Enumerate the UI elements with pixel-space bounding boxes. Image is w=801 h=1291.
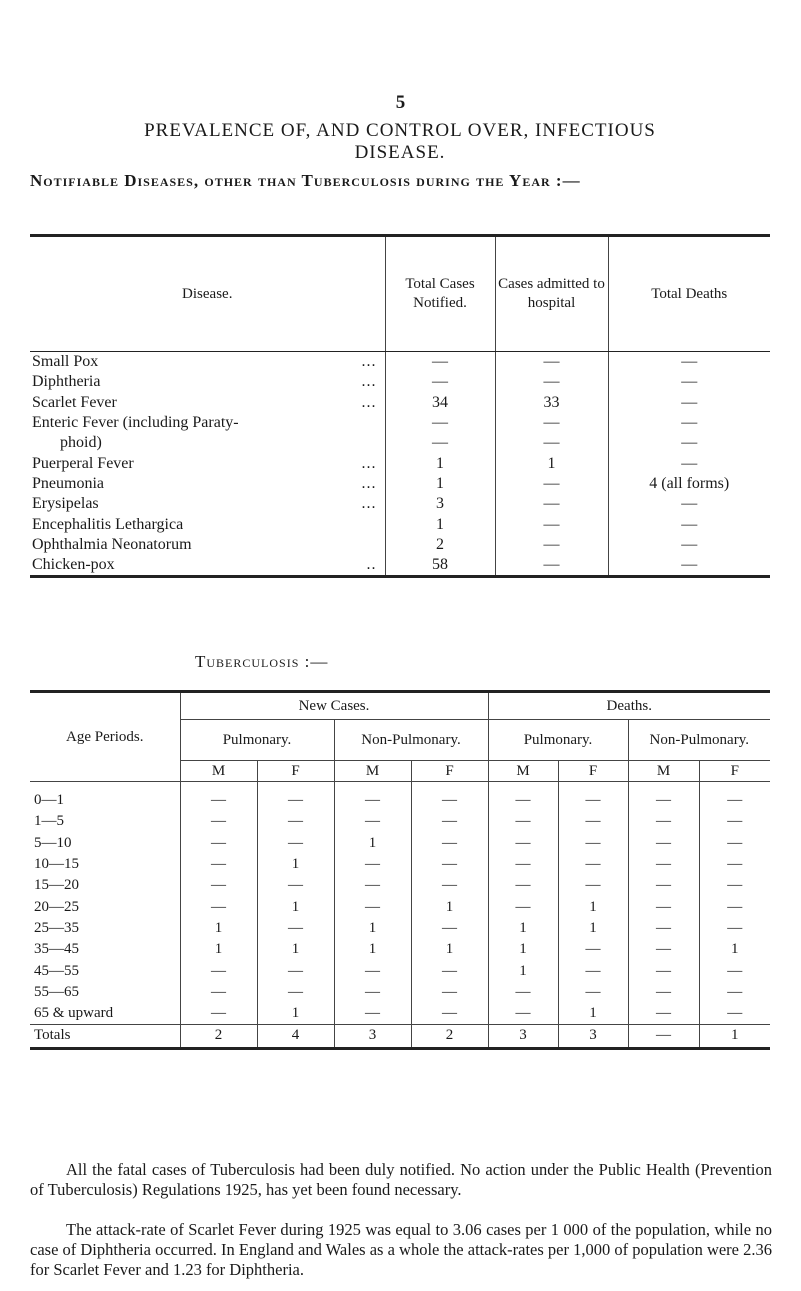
disease-row <box>30 555 770 577</box>
disease-name: Erysipelas <box>32 495 99 513</box>
disease-name-cell <box>30 433 385 453</box>
header-f: F <box>699 761 770 782</box>
disease-hospital-cell: — <box>495 352 608 373</box>
disease-name: Puerperal Fever <box>32 454 134 472</box>
leader-dots: ... <box>361 353 377 371</box>
disease-name: phoid) <box>60 434 102 452</box>
tb-value-cell: 1 <box>488 939 558 960</box>
tb-value-cell: 1 <box>411 896 488 917</box>
age-period-row <box>30 939 770 960</box>
tb-value-cell: — <box>411 833 488 854</box>
disease-row <box>30 535 770 555</box>
disease-deaths-cell: — <box>608 413 770 433</box>
tb-value-cell: — <box>488 896 558 917</box>
age-period-cell: 1—5 <box>34 813 64 830</box>
tb-value-cell: 3 <box>558 1025 628 1048</box>
disease-name-cell <box>30 352 385 373</box>
tb-value-cell: — <box>558 960 628 981</box>
title-line-2: DISEASE. <box>354 142 446 163</box>
tb-value-cell: — <box>558 875 628 896</box>
disease-name-cell <box>30 474 385 494</box>
tb-value-cell: — <box>334 960 411 981</box>
header-f: F <box>257 761 334 782</box>
age-period-row <box>30 833 770 854</box>
tb-value-cell: — <box>699 918 770 939</box>
tb-value-cell: — <box>628 896 699 917</box>
leader-dots: .. <box>366 556 377 574</box>
tb-value-cell: — <box>411 875 488 896</box>
tb-value-cell: 1 <box>558 896 628 917</box>
disease-name: Small Pox <box>32 353 99 371</box>
leader-dots: ... <box>361 454 377 472</box>
header-new-cases: New Cases. <box>180 692 488 720</box>
tuberculosis-table-body <box>30 782 770 1049</box>
tb-value-cell: 1 <box>257 854 334 875</box>
tb-value-cell: 1 <box>558 918 628 939</box>
tb-value-cell: 1 <box>257 1003 334 1025</box>
header-new-non-pulmonary: Non-Pulmonary. <box>334 720 488 761</box>
tb-value-cell: — <box>411 1003 488 1025</box>
tb-value-cell: — <box>180 960 257 981</box>
disease-hospital-cell: — <box>495 372 608 392</box>
disease-row <box>30 453 770 473</box>
disease-hospital-cell: 33 <box>495 393 608 413</box>
disease-name-cell <box>30 372 385 392</box>
tb-value-cell: — <box>257 811 334 832</box>
age-period-row <box>30 854 770 875</box>
disease-row <box>30 393 770 413</box>
tb-value-cell: — <box>488 875 558 896</box>
tb-value-cell: 1 <box>334 939 411 960</box>
tb-value-cell: — <box>628 939 699 960</box>
disease-hospital-cell: — <box>495 413 608 433</box>
tb-value-cell: — <box>180 1003 257 1025</box>
age-period-cell: 25—35 <box>34 919 79 936</box>
disease-cases-cell: 34 <box>385 393 495 413</box>
tb-value-cell: — <box>699 1003 770 1025</box>
disease-name: Pneumonia <box>32 474 104 492</box>
tb-value-cell: — <box>180 790 257 811</box>
disease-name-cell <box>30 535 385 555</box>
spacer-cell <box>488 782 558 791</box>
header-new-pulmonary: Pulmonary. <box>180 720 334 761</box>
disease-name: Diphtheria <box>32 373 101 391</box>
disease-cases-cell: — <box>385 352 495 373</box>
tb-value-cell: — <box>488 1003 558 1025</box>
disease-row <box>30 514 770 534</box>
tb-value-cell: — <box>257 790 334 811</box>
spacer-cell <box>334 782 411 791</box>
disease-hospital-cell: — <box>495 514 608 534</box>
disease-deaths-cell: — <box>608 453 770 473</box>
tb-value-cell: — <box>411 790 488 811</box>
disease-cases-cell: 1 <box>385 474 495 494</box>
header-f: F <box>411 761 488 782</box>
age-period-cell: 45—55 <box>34 962 79 979</box>
totals-row <box>30 1025 770 1048</box>
tb-value-cell: 2 <box>180 1025 257 1048</box>
page-number: 5 <box>395 92 406 113</box>
page-title <box>40 120 760 164</box>
tb-value-cell: 1 <box>699 1025 770 1048</box>
disease-cases-cell: — <box>385 372 495 392</box>
leader-dots: ... <box>361 495 377 513</box>
tb-value-cell: — <box>628 790 699 811</box>
age-period-cell: 15—20 <box>34 877 79 894</box>
tuberculosis-heading: Tuberculosis :— <box>195 652 329 671</box>
tb-value-cell: — <box>628 1003 699 1025</box>
header-age-periods: Age Periods. <box>30 692 180 782</box>
header-m: M <box>334 761 411 782</box>
tb-value-cell: — <box>257 875 334 896</box>
header-deaths-pulmonary: Pulmonary. <box>488 720 628 761</box>
tb-value-cell: — <box>699 811 770 832</box>
age-period-row <box>30 811 770 832</box>
tb-value-cell: — <box>699 960 770 981</box>
leader-dots: ... <box>361 474 377 492</box>
tb-value-cell: — <box>699 833 770 854</box>
disease-name-cell <box>30 413 385 433</box>
spacer-row <box>30 782 770 791</box>
disease-row <box>30 413 770 433</box>
disease-name-cell <box>30 494 385 514</box>
header-m: M <box>180 761 257 782</box>
tb-value-cell: — <box>334 790 411 811</box>
disease-deaths-cell: — <box>608 372 770 392</box>
header-deaths-non-pulmonary: Non-Pulmonary. <box>628 720 770 761</box>
tb-value-cell: — <box>411 918 488 939</box>
header-cases-admitted: Cases admitted to hospital <box>495 236 608 352</box>
tb-value-cell: 1 <box>334 833 411 854</box>
tb-value-cell: 2 <box>411 1025 488 1048</box>
disease-name: Encephalitis Lethargica <box>32 515 184 533</box>
tb-value-cell: 1 <box>488 960 558 981</box>
tb-value-cell: — <box>628 960 699 981</box>
tb-value-cell: 3 <box>488 1025 558 1048</box>
tb-value-cell: — <box>699 854 770 875</box>
disease-name-cell <box>30 555 385 577</box>
tb-value-cell: 1 <box>488 918 558 939</box>
disease-name: Scarlet Fever <box>32 393 117 411</box>
tb-value-cell: — <box>699 875 770 896</box>
disease-hospital-cell: 1 <box>495 453 608 473</box>
disease-name: Ophthalmia Neonatorum <box>32 535 192 553</box>
tb-value-cell: — <box>628 854 699 875</box>
disease-deaths-cell: — <box>608 433 770 453</box>
disease-row <box>30 494 770 514</box>
disease-cases-cell: 1 <box>385 453 495 473</box>
notifiable-diseases-heading: Notifiable Diseases, other than Tuberculosis during the Year :— <box>30 171 581 190</box>
spacer-cell <box>30 782 180 791</box>
tb-value-cell: — <box>699 790 770 811</box>
tb-value-cell: — <box>257 833 334 854</box>
tb-value-cell: 1 <box>257 939 334 960</box>
tb-value-cell: — <box>334 811 411 832</box>
age-period-row <box>30 1003 770 1025</box>
tb-value-cell: — <box>558 854 628 875</box>
disease-cases-cell: 1 <box>385 514 495 534</box>
tb-value-cell: — <box>257 960 334 981</box>
tb-value-cell: — <box>257 982 334 1003</box>
disease-deaths-cell: — <box>608 514 770 534</box>
disease-row <box>30 433 770 453</box>
tb-value-cell: — <box>334 875 411 896</box>
age-period-cell: 0—1 <box>34 792 64 809</box>
tb-value-cell: — <box>257 918 334 939</box>
header-disease: Disease. <box>30 236 385 352</box>
disease-name: Enteric Fever (including Paraty- <box>32 414 239 432</box>
disease-deaths-cell: — <box>608 393 770 413</box>
tb-value-cell: 1 <box>699 939 770 960</box>
tb-value-cell: — <box>628 875 699 896</box>
paragraph-attack-rate: The attack-rate of Scarlet Fever during 1925 was equal to 3.06 cases per 1 000 of the population, while no case of Diphtheria occurred. In England and Wales as a whole the attack-rates per 1,000 of population were 2.36 for Scarlet Fever and 1.23 for Diphtheria. <box>30 1220 772 1279</box>
header-f: F <box>558 761 628 782</box>
tb-value-cell: 1 <box>411 939 488 960</box>
disease-row <box>30 372 770 392</box>
tb-value-cell: 1 <box>180 939 257 960</box>
age-period-cell: 55—65 <box>34 983 79 1000</box>
disease-deaths-cell: — <box>608 535 770 555</box>
tb-value-cell: — <box>628 918 699 939</box>
age-period-row <box>30 918 770 939</box>
tb-value-cell: — <box>699 982 770 1003</box>
disease-row <box>30 352 770 373</box>
disease-hospital-cell: — <box>495 433 608 453</box>
tuberculosis-table <box>30 690 770 1050</box>
tb-value-cell: — <box>411 982 488 1003</box>
age-period-row <box>30 982 770 1003</box>
tb-value-cell: — <box>699 896 770 917</box>
tb-value-cell: 1 <box>558 1003 628 1025</box>
tb-value-cell: 1 <box>257 896 334 917</box>
tb-value-cell: — <box>180 896 257 917</box>
disease-cases-cell: — <box>385 413 495 433</box>
disease-hospital-cell: — <box>495 494 608 514</box>
tb-value-cell: — <box>558 833 628 854</box>
tb-value-cell: — <box>334 982 411 1003</box>
header-m: M <box>488 761 558 782</box>
tb-value-cell: — <box>558 939 628 960</box>
spacer-cell <box>558 782 628 791</box>
header-total-deaths: Total Deaths <box>608 236 770 352</box>
header-total-cases: Total Cases Notified. <box>385 236 495 352</box>
disease-row <box>30 474 770 494</box>
leader-dots: ... <box>361 373 377 391</box>
tb-value-cell: — <box>488 854 558 875</box>
tb-value-cell: — <box>334 854 411 875</box>
notifiable-diseases-table <box>30 234 770 578</box>
tb-value-cell: — <box>558 982 628 1003</box>
tb-value-cell: — <box>558 790 628 811</box>
disease-name-cell <box>30 393 385 413</box>
disease-name: Chicken-pox <box>32 556 115 574</box>
age-period-cell: Totals <box>30 1025 180 1048</box>
disease-name-cell <box>30 453 385 473</box>
tb-value-cell: 3 <box>334 1025 411 1048</box>
age-period-cell: 20—25 <box>34 898 79 915</box>
disease-hospital-cell: — <box>495 535 608 555</box>
disease-hospital-cell: — <box>495 474 608 494</box>
tb-value-cell: — <box>411 811 488 832</box>
disease-cases-cell: — <box>385 433 495 453</box>
age-period-row <box>30 896 770 917</box>
age-period-cell: 5—10 <box>34 834 72 851</box>
tb-value-cell: — <box>628 811 699 832</box>
tb-value-cell: — <box>488 982 558 1003</box>
tb-value-cell: — <box>628 982 699 1003</box>
disease-cases-cell: 2 <box>385 535 495 555</box>
tb-value-cell: — <box>488 790 558 811</box>
header-deaths: Deaths. <box>488 692 770 720</box>
leader-dots: ... <box>361 393 377 411</box>
tb-value-cell: — <box>558 811 628 832</box>
disease-hospital-cell: — <box>495 555 608 577</box>
disease-name-cell <box>30 514 385 534</box>
tb-value-cell: — <box>334 896 411 917</box>
age-period-cell: 10—15 <box>34 856 79 873</box>
disease-cases-cell: 3 <box>385 494 495 514</box>
tb-value-cell: — <box>411 854 488 875</box>
tb-value-cell: — <box>180 833 257 854</box>
tb-value-cell: 4 <box>257 1025 334 1048</box>
tb-value-cell: — <box>180 875 257 896</box>
disease-deaths-cell: — <box>608 352 770 373</box>
spacer-cell <box>180 782 257 791</box>
tb-value-cell: — <box>488 833 558 854</box>
spacer-cell <box>411 782 488 791</box>
age-period-cell: 35—45 <box>34 941 79 958</box>
tb-value-cell: — <box>628 1025 699 1048</box>
age-period-row <box>30 790 770 811</box>
tb-value-cell: — <box>180 854 257 875</box>
title-line-1: PREVALENCE OF, AND CONTROL OVER, INFECTIOUS <box>144 120 656 141</box>
spacer-cell <box>257 782 334 791</box>
tb-value-cell: — <box>488 811 558 832</box>
age-period-cell: 65 & upward <box>34 1005 114 1022</box>
age-period-row <box>30 960 770 981</box>
tb-value-cell: — <box>180 811 257 832</box>
tb-value-cell: 1 <box>334 918 411 939</box>
tb-value-cell: — <box>628 833 699 854</box>
disease-deaths-cell: — <box>608 494 770 514</box>
paragraph-notification: All the fatal cases of Tuberculosis had been duly notified. No action under the Public Health (Prevention of Tuberculosis) Regulations 1925, has yet been found necessary. <box>30 1160 772 1199</box>
disease-deaths-cell: — <box>608 555 770 577</box>
spacer-cell <box>628 782 699 791</box>
tb-value-cell: — <box>334 1003 411 1025</box>
spacer-cell <box>699 782 770 791</box>
age-period-row <box>30 875 770 896</box>
disease-deaths-cell: 4 (all forms) <box>608 474 770 494</box>
tb-value-cell: — <box>180 982 257 1003</box>
tb-value-cell: 1 <box>180 918 257 939</box>
notifiable-table-body <box>30 352 770 577</box>
header-m: M <box>628 761 699 782</box>
tb-value-cell: — <box>411 960 488 981</box>
disease-cases-cell: 58 <box>385 555 495 577</box>
